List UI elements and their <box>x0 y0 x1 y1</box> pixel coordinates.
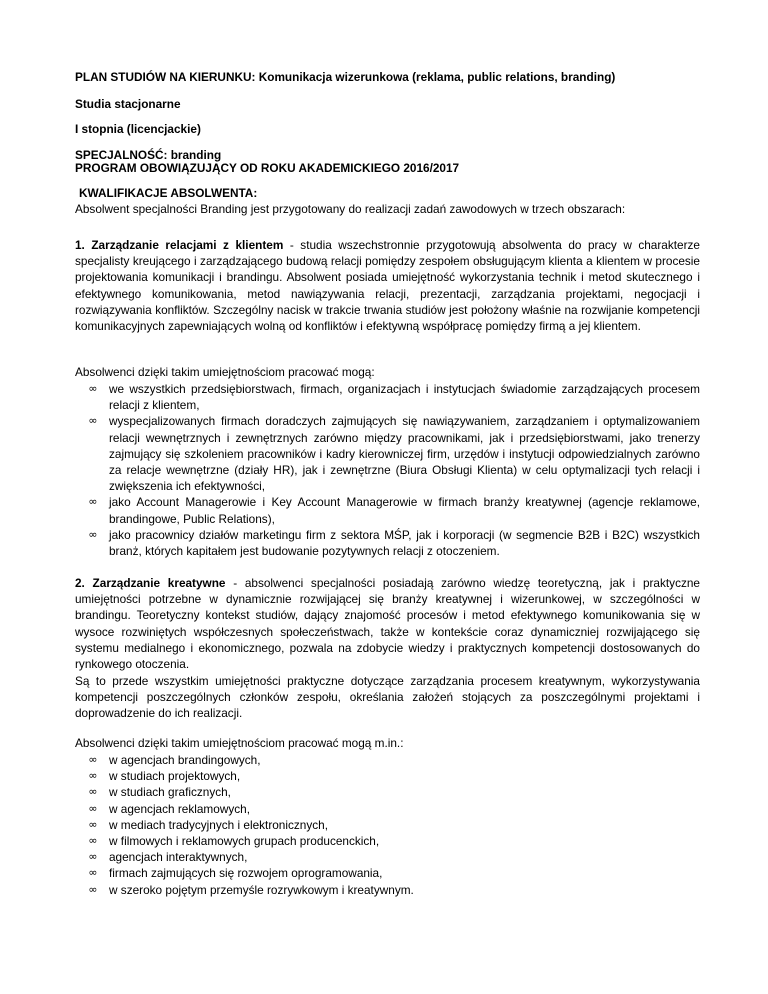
infinity-bullet-icon: ∞ <box>88 834 98 848</box>
infinity-bullet-icon: ∞ <box>88 527 98 541</box>
list-item: ∞ we wszystkich przedsiębiorstwach, firmach, organizacjach i instytucjach świadomie zarządzających procesem relacji z klientem, <box>75 381 700 413</box>
list-item: ∞ jako Account Managerowie i Key Account Managerowie w firmach branży kreatywnej (agencje reklamowe, brandingowe, Public Relations), <box>75 494 700 526</box>
degree-level: I stopnia (licencjackie) <box>75 122 201 136</box>
list-item: ∞ w szeroko pojętym przemyśle rozrywkowym i kreatywnym. <box>75 882 700 898</box>
list-item: ∞ w filmowych i reklamowych grupach producenckich, <box>75 833 700 849</box>
area2-text: - absolwenci specjalności posiadają zarówno wiedzę teoretyczną, jak i praktyczne umiejętności potrzebne w dynamicznie rozwijającej się branży kreatywnej i wizerunkowej, w szczególności w brandingu. Teoretyczny kontekst studiów, dający znajomość procesów i metod efektywnego komunikowania się w wysoce rozwiniętych współczesnych społeczeństwach, także w kontekście coraz dynamiczniej rozwijającego się systemu medialnego i ekonomicznego, pozwala na zdobycie wiedzy i praktycznych kompetencji dostosowanych do rynkowego otoczenia. <box>75 576 700 672</box>
area2-list <box>75 752 700 898</box>
specialty: SPECJALNOŚĆ: branding <box>75 148 222 162</box>
program-year: PROGRAM OBOWIĄZUJĄCY OD ROKU AKADEMICKIEGO 2016/2017 <box>75 161 460 175</box>
infinity-bullet-icon: ∞ <box>88 866 98 880</box>
plan-heading: PLAN STUDIÓW NA KIERUNKU: Komunikacja wizerunkowa (reklama, public relations, branding) <box>75 70 616 84</box>
infinity-bullet-icon: ∞ <box>88 850 98 864</box>
list-item: ∞ wyspecjalizowanych firmach doradczych zajmujących się nawiązywaniem, zarządzaniem i optymalizowaniem relacji wewnętrznych i zewnętrznych zarówno między pracownikami, jak i przedsiębiorstwami, jako trenerzy zajmujący się szkoleniem pracowników i kadry kierowniczej firm, urzędów i instytucji odpowiedzialnych zarówno za relacje wewnętrzne (działy HR), jak i zewnętrzne (Biura Obsługi Klienta) w celu optymalizacji tych relacji i zwiększenia ich efektywności, <box>75 413 700 494</box>
infinity-bullet-icon: ∞ <box>88 769 98 783</box>
area2-paragraph-2: Są to przede wszystkim umiejętności praktyczne dotyczące zarządzania procesem kreatywnym, wykorzystywania kompetencji poszczególnych członków zespołu, określania założeń stojących za poszczególnymi projektami i doprowadzenie do ich realizacji. <box>75 674 700 721</box>
list-item: ∞ w agencjach brandingowych, <box>75 752 700 768</box>
list-item: ∞ jako pracownicy działów marketingu firm z sektora MŚP, jak i korporacji (w segmencie B2B i B2C) wszystkich branż, których kapitałem jest budowanie pozytywnych relacji z otoczeniem. <box>75 527 700 559</box>
area1-lead: Absolwenci dzięki takim umiejętnościom pracować mogą: <box>75 365 375 379</box>
list-item: ∞ w studiach projektowych, <box>75 768 700 784</box>
infinity-bullet-icon: ∞ <box>88 801 98 815</box>
list-item: ∞ w mediach tradycyjnych i elektronicznych, <box>75 817 700 833</box>
list-item: ∞ agencjach interaktywnych, <box>75 849 700 865</box>
qualifications-intro: Absolwent specjalności Branding jest przygotowany do realizacji zadań zawodowych w trzech obszarach: <box>75 202 626 216</box>
infinity-bullet-icon: ∞ <box>88 753 98 766</box>
study-mode: Studia stacjonarne <box>75 97 181 111</box>
area1-list <box>75 381 700 559</box>
infinity-bullet-icon: ∞ <box>88 495 98 509</box>
list-item: ∞ w agencjach reklamowych, <box>75 801 700 817</box>
infinity-bullet-icon: ∞ <box>88 882 98 896</box>
infinity-bullet-icon: ∞ <box>88 382 98 395</box>
infinity-bullet-icon: ∞ <box>88 785 98 799</box>
area1-heading: 1. Zarządzanie relacjami z klientem <box>75 238 284 252</box>
area2-heading: 2. Zarządzanie kreatywne <box>75 576 226 590</box>
infinity-bullet-icon: ∞ <box>88 414 98 428</box>
list-item: ∞ w studiach graficznych, <box>75 784 700 800</box>
area2-paragraph <box>75 575 700 672</box>
infinity-bullet-icon: ∞ <box>88 817 98 831</box>
area1-text: - studia wszechstronnie przygotowują absolwenta do pracy w charakterze specjalisty kreującego i zarządzającego budową relacji pomiędzy zespołem obsługującym klienta a klientem w procesie projektowania komunikacji i brandingu. Absolwent posiada umiejętność wykorzystania technik i metod skutecznego i efektywnego komunikowania, metod nawiązywania relacji, prezentacji, zarządzania projektami, negocjacji i rozwiązywania konfliktów. Szczególny nacisk w trakcie trwania studiów jest położony właśnie na rozwijanie kompetencji komunikacyjnych zapewniających wolną od konfliktów i efektywną współpracę pomiędzy firmą a jej klientem. <box>75 238 700 334</box>
qualifications-title: KWALIFIKACJE ABSOLWENTA: <box>79 186 258 200</box>
list-item: ∞ firmach zajmujących się rozwojem oprogramowania, <box>75 865 700 881</box>
area1-paragraph <box>75 237 700 334</box>
area2-lead: Absolwenci dzięki takim umiejętnościom pracować mogą m.in.: <box>75 736 404 750</box>
